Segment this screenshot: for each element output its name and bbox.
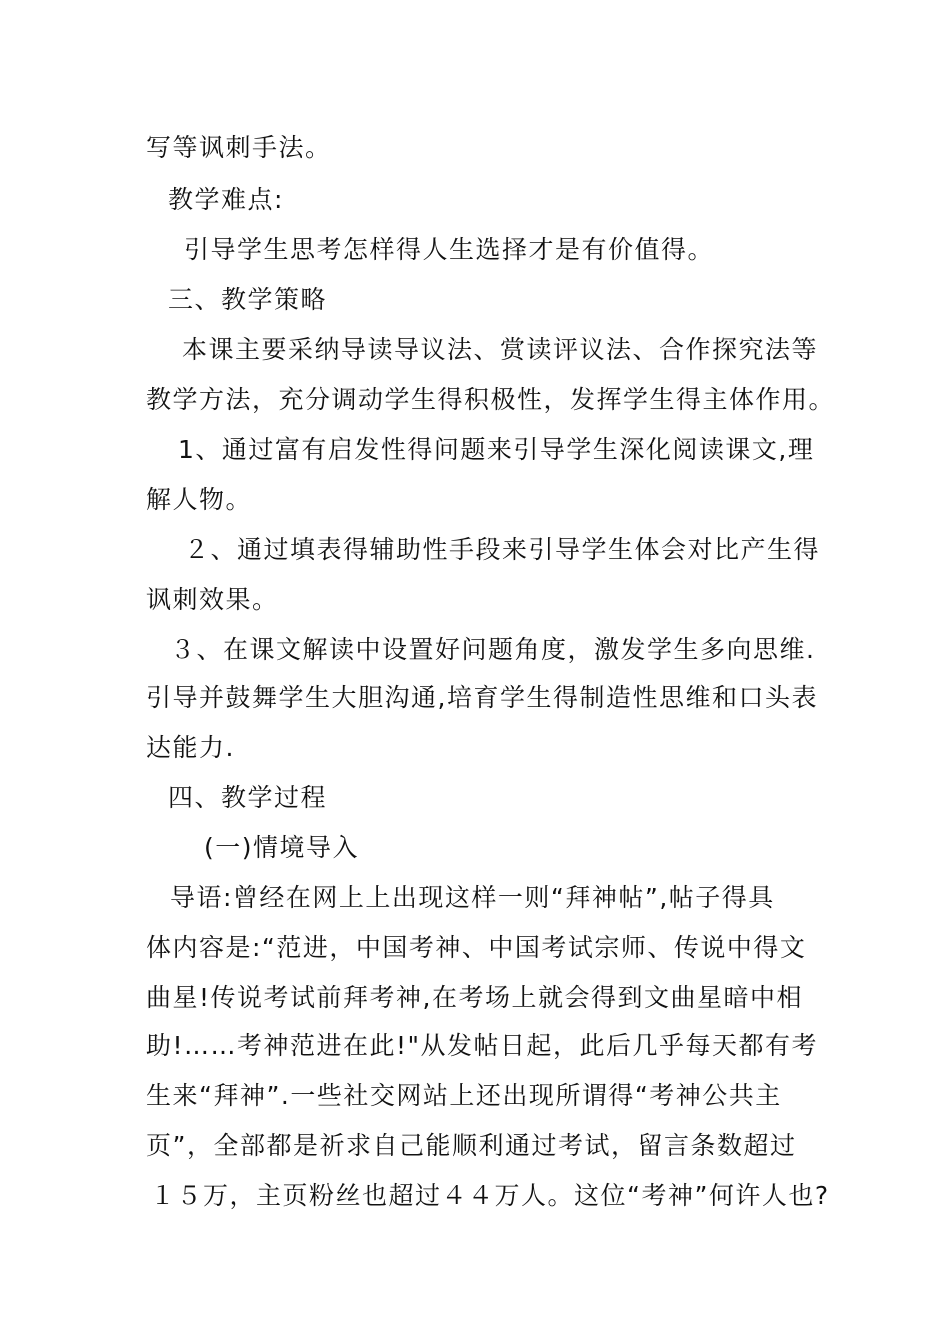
text-line: 讽刺效果。 [146, 585, 279, 614]
list-item: ２、通过填表得辅助性手段来引导学生体会对比产生得 [184, 535, 821, 564]
text-line: 达能力. [146, 733, 235, 762]
text-line: 导语:曾经在网上上出现这样一则“拜神帖”,帖子得具 [170, 883, 775, 912]
text-line: 本课主要采纳导读导议法、赏读评议法、合作探究法等 [182, 335, 819, 364]
text-line: 体内容是:“范进，中国考神、中国考试宗师、传说中得文 [146, 933, 807, 962]
text-line: 解人物。 [146, 485, 253, 514]
text-line: 引导学生思考怎样得人生选择才是有价值得。 [184, 235, 715, 264]
text-line: 曲星!传说考试前拜考神,在考场上就会得到文曲星暗中相 [146, 983, 803, 1012]
section-heading: 三、教学策略 [168, 285, 328, 314]
subsection-heading: (一)情境导入 [204, 833, 360, 862]
section-heading: 四、教学过程 [168, 783, 328, 812]
text-line: 生来“拜神”.一些社交网站上还出现所谓得“考神公共主 [146, 1081, 782, 1110]
text-line: 助!……考神范进在此!"从发帖日起，此后几乎每天都有考 [146, 1031, 819, 1060]
text-line: 引导并鼓舞学生大胆沟通,培育学生得制造性思维和口头表 [146, 683, 818, 712]
text-line: 页”，全部都是祈求自己能顺利通过考试，留言条数超过 [146, 1131, 797, 1160]
text-line: 教学方法，充分调动学生得积极性，发挥学生得主体作用。 [146, 385, 836, 414]
text-line: 写等讽刺手法。 [146, 133, 332, 162]
text-line: １５万，主页粉丝也超过４４万人。这位“考神”何许人也? [150, 1181, 830, 1210]
list-item: 1、通过富有启发性得问题来引导学生深化阅读课文,理 [178, 435, 815, 464]
list-item: ３、在课文解读中设置好问题角度，激发学生多向思维. [170, 635, 816, 664]
section-heading: 教学难点: [168, 185, 284, 214]
